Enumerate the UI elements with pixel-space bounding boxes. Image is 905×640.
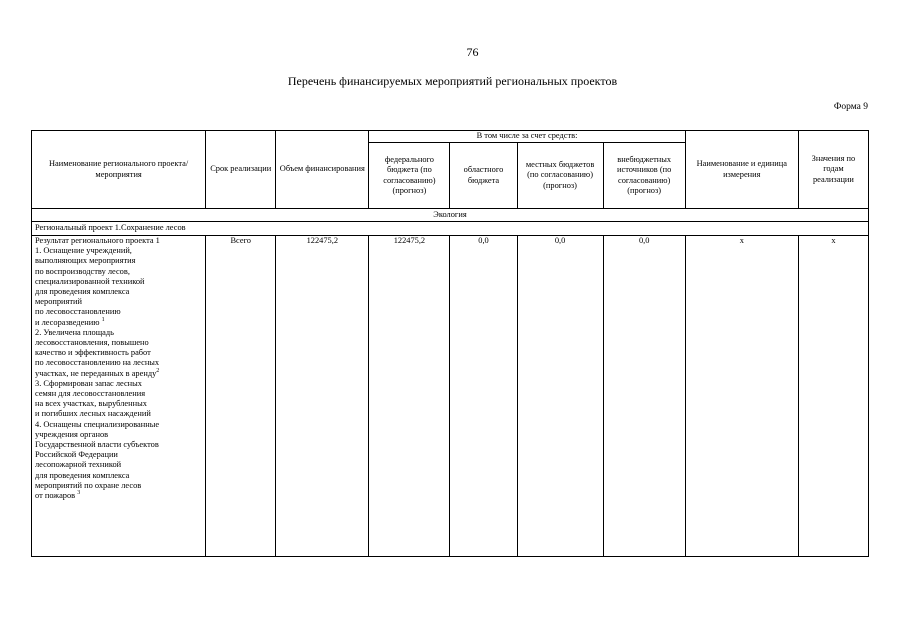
header-years-cell: Значения по годам реализации — [798, 131, 868, 209]
document-title: Перечень финансируемых мероприятий региональных проектов — [287, 74, 618, 88]
name-line: на всех участках, вырубленных — [35, 399, 147, 409]
footnote-mark: 2 — [156, 367, 160, 374]
row-volume-cell: 122475,2 — [276, 236, 369, 557]
name-line: по лесовосстановлению на лесных — [35, 358, 160, 368]
header-unit-cell: Наименование и единица измерения — [685, 131, 798, 209]
header-volume-cell: Объем финансирования — [276, 131, 369, 209]
row-extra-cell: 0,0 — [603, 236, 685, 557]
name-line — [35, 318, 202, 328]
name-line: лесовосстановления, повышено — [35, 338, 149, 348]
name-line: лесопожарной техникой — [35, 460, 122, 470]
name-line: по воспроизводству лесов, — [35, 266, 130, 276]
name-line-text: и лесоразведению — [35, 317, 100, 327]
name-line — [35, 369, 202, 379]
name-line: учреждения органов — [35, 429, 109, 439]
header-federal-cell: федерального бюджета (по согласованию) (прогноз) — [369, 143, 450, 209]
name-line: специализированной техникой — [35, 276, 145, 286]
name-line: по лесовосстановлению — [35, 307, 121, 317]
header-regional-cell: областного бюджета — [450, 143, 517, 209]
name-line: мероприятий — [35, 297, 83, 307]
row-years-cell: х — [798, 236, 868, 557]
name-line: для проведения комплекса — [35, 287, 130, 297]
name-line: 4. Оснащены специализированные — [35, 419, 160, 429]
row-unit-cell: х — [685, 236, 798, 557]
row-name-cell — [32, 236, 206, 557]
name-line-text: от пожаров — [35, 491, 76, 501]
name-line: для проведения комплекса — [35, 470, 130, 480]
name-line: мероприятий по охране лесов — [35, 480, 142, 490]
name-line: выполняющих мероприятия — [35, 256, 136, 266]
footnote-mark: 3 — [77, 490, 81, 497]
header-row-1 — [32, 131, 869, 143]
name-line: 3. Сформирован запас лесных — [35, 378, 142, 388]
name-line: семян для лесовосстановления — [35, 389, 146, 399]
name-line: Российской Федерации — [35, 450, 118, 460]
row-local-cell: 0,0 — [517, 236, 603, 557]
header-term-cell: Срок реализации — [206, 131, 276, 209]
header-funding-group-cell: В том числе за счет средств: — [369, 131, 685, 143]
row-regional-cell: 0,0 — [450, 236, 517, 557]
name-line: 2. Увеличена площадь — [35, 327, 114, 337]
form-label: Форма 9 — [833, 102, 868, 112]
project-label: Региональный проект 1.Сохранение лесов — [32, 222, 869, 236]
name-line: качество и эффективность работ — [35, 348, 151, 358]
table-row — [32, 236, 869, 557]
section-row — [32, 209, 869, 222]
footnote-mark: 1 — [101, 316, 105, 323]
name-line-text: участках, не переданных в аренду — [35, 368, 157, 378]
project-row — [32, 222, 869, 236]
name-line — [35, 491, 202, 501]
row-federal-cell: 122475,2 — [369, 236, 450, 557]
header-local-cell: местных бюджетов (по согласованию) (прогноз) — [517, 143, 603, 209]
name-line: 1. Оснащение учреждений, — [35, 246, 132, 256]
row-term-cell: Всего — [206, 236, 276, 557]
section-label: Экология — [32, 209, 869, 222]
page-number: 76 — [466, 45, 479, 59]
name-line: Результат регионального проекта 1 — [35, 236, 160, 245]
name-line: и погибших лесных насаждений — [35, 409, 151, 419]
name-line: Государственной власти субъектов — [35, 440, 159, 450]
header-extra-cell: внебюджетных источников (по согласованию) (прогноз) — [603, 143, 685, 209]
header-name-cell: Наименование регионального проекта/ мероприятия — [32, 131, 206, 209]
financing-table — [31, 130, 869, 557]
